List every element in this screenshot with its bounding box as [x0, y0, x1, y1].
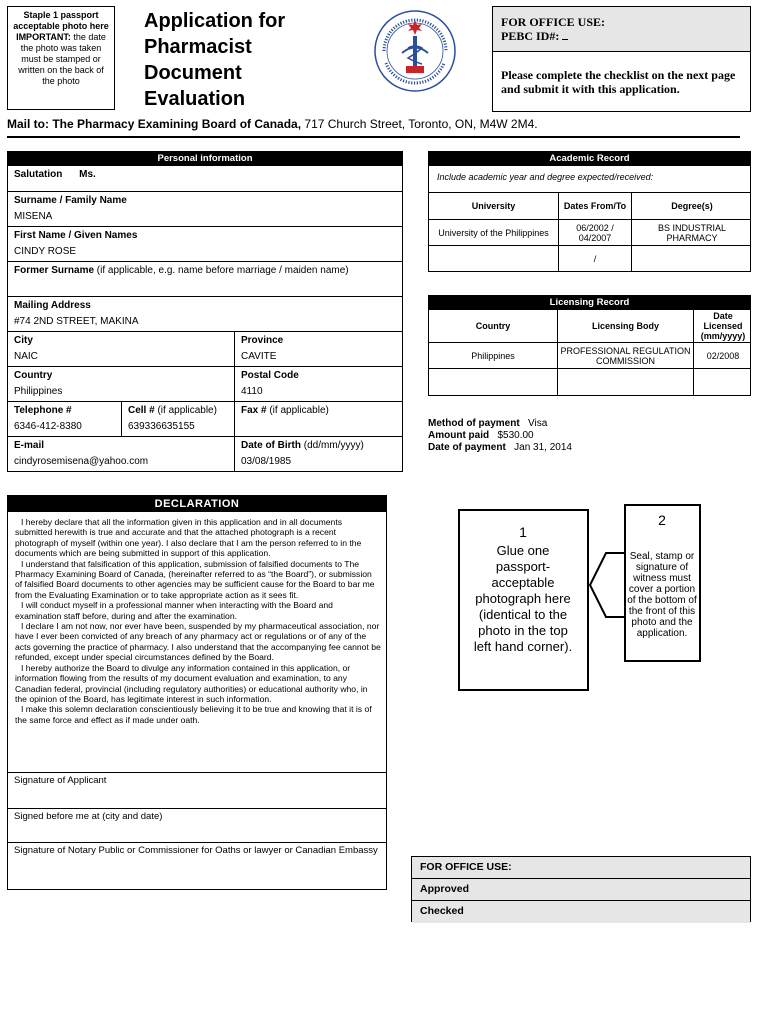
salutation-field[interactable]	[8, 166, 402, 191]
photo-note-rest: the date the photo was taken must be stamped or written on the back of the photo	[18, 32, 106, 86]
diagram-text1-line: acceptable	[491, 575, 555, 590]
payment-amount-label: Amount paid	[428, 430, 490, 441]
academic-note: Include academic year and degree expected/received:	[429, 166, 750, 193]
province-field[interactable]	[234, 332, 404, 366]
declaration-paragraph: I understand that falsification of this application, submission of falsified documents to The Pharmacy Examining Board of Canada, (hereinafter referred to as “the Board”), or submission of falsified Board documents to other agencies may be sufficient cause for the Board to bar me from the Evaluating Examination or to take appropriate action as it sees fit.	[15, 558, 375, 600]
diagram-number-2: 2	[658, 512, 666, 528]
given-names-field[interactable]	[8, 227, 402, 261]
title-line1: Application for	[144, 10, 286, 32]
licensing-body-1[interactable]: PROFESSIONAL REGULATION COMMISSION	[557, 343, 693, 368]
mailing-address-field[interactable]	[8, 297, 402, 331]
pebc-id-field[interactable]	[501, 29, 742, 43]
postal-code-label: Postal Code	[241, 370, 299, 381]
postal-code-value: 4110	[241, 386, 263, 397]
signed-before-label: Signed before me at (city and date)	[14, 811, 163, 822]
office-use-box-bottom	[411, 856, 751, 922]
diagram-text1-line: photograph here	[475, 591, 571, 606]
diagram-text1-line: passport-	[495, 559, 551, 574]
table-row	[429, 369, 750, 395]
email-label: E-mail	[14, 440, 45, 451]
surname-value: MISENA	[14, 211, 53, 222]
pebc-id-label: PEBC ID#:	[501, 29, 560, 43]
mailing-address-label: Mailing Address	[14, 300, 91, 311]
academic-degree-2[interactable]	[631, 246, 752, 271]
surname-row	[8, 192, 402, 227]
fax-label: Fax #	[241, 405, 267, 416]
academic-col-degree: Degree(s)	[631, 193, 752, 219]
title-line3: Document	[144, 62, 242, 84]
diagram-text2-line: cover a portion	[628, 584, 696, 595]
table-row	[429, 246, 750, 271]
diagram-text2-line: photo and the	[631, 617, 693, 628]
title-line2: Pharmacist	[144, 36, 252, 58]
cell-value: 639336635155	[128, 421, 195, 432]
diagram-text2-line: application.	[636, 628, 688, 639]
academic-degree-1[interactable]: BS INDUSTRIAL PHARMACY	[631, 220, 752, 245]
diagram-text2-line: witness must	[633, 573, 691, 584]
cell-hint: (if applicable)	[154, 405, 217, 416]
checklist-instruction: Please complete the checklist on the next page and submit it with this application.	[501, 68, 736, 96]
mail-to-line	[7, 117, 747, 131]
fax-hint: (if applicable)	[266, 405, 329, 416]
diagram-text2-line: of the bottom of	[627, 595, 697, 606]
former-surname-row	[8, 262, 402, 297]
declaration-paragraph: I hereby authorize the Board to divulge any information contained in this application, or information flowing from the results of my document evaluation and examination, to any Canadian federal, provincial (including regulatory authorities) or educational authority who, in the opinion of the Board, has legitimate interest in such information.	[15, 662, 368, 704]
former-surname-label: Former Surname	[14, 265, 95, 276]
licensing-country-2[interactable]	[429, 369, 557, 395]
declaration-paragraph: I declare I am not now, nor ever have been, suspended by my pharmaceutical association, nor have I ever been convicted of any breach of any pharmacy act or regulations or of any of the acts governing the practice of pharmacy. I also understand that the accompanying fee cannot be refunded, except under special circumstances defined by the Board.	[15, 621, 381, 663]
surname-field[interactable]	[8, 192, 402, 226]
payment-date-line	[428, 442, 748, 454]
city-label: City	[14, 335, 33, 346]
dob-field[interactable]	[234, 437, 404, 472]
cell-field[interactable]	[121, 402, 234, 436]
academic-university-2[interactable]	[429, 246, 558, 271]
telephone-field[interactable]	[8, 402, 121, 436]
approved-checkbox-row[interactable]: Approved	[412, 879, 750, 901]
city-value: NAIC	[14, 351, 38, 362]
photo-instruction-diagram	[456, 503, 732, 696]
email-value: cindyrosemisena@yahoo.com	[14, 456, 149, 467]
country-value: Philippines	[14, 386, 63, 397]
salutation-value: Ms.	[79, 169, 96, 180]
office-use-box-top	[492, 6, 751, 112]
salutation-label: Salutation	[14, 169, 63, 180]
personal-information-section	[7, 151, 403, 472]
declaration-text	[15, 517, 381, 725]
declaration-section	[7, 495, 387, 890]
academic-dates-2[interactable]: /	[558, 246, 631, 271]
licensing-col-date: Date Licensed (mm/yyyy)	[693, 310, 752, 342]
diagram-text2-line: signature of	[635, 562, 689, 573]
email-dob-row	[8, 437, 402, 472]
city-province-row	[8, 332, 402, 367]
pebc-seal-logo	[372, 8, 458, 94]
email-field[interactable]	[8, 437, 234, 472]
former-surname-hint: (if applicable, e.g. name before marriage / maiden name)	[94, 265, 349, 276]
surname-label: Surname / Family Name	[14, 195, 127, 206]
photo-note-line1: Staple 1 passport acceptable photo here	[13, 10, 109, 31]
academic-university-1[interactable]: University of the Philippines	[438, 227, 549, 238]
country-label: Country	[14, 370, 53, 381]
office-use-bottom-label: FOR OFFICE USE:	[412, 857, 750, 879]
mailing-address-row	[8, 297, 402, 332]
telephone-value: 6346-412-8380	[14, 421, 82, 432]
table-row	[429, 220, 750, 246]
signature-applicant-label: Signature of Applicant	[14, 775, 107, 786]
payment-date-label: Date of payment	[428, 442, 506, 453]
given-names-label: First Name / Given Names	[14, 230, 138, 241]
signature-applicant-field[interactable]	[8, 772, 386, 808]
photo-placeholder	[7, 6, 115, 110]
given-names-row	[8, 227, 402, 262]
payment-amount-value[interactable]: $530.00	[497, 430, 534, 441]
licensing-record-section	[428, 295, 751, 396]
checked-checkbox-row[interactable]: Checked	[412, 901, 750, 923]
city-field[interactable]	[8, 332, 234, 366]
academic-dates-1[interactable]: 06/2002 / 04/2007	[558, 220, 631, 245]
personal-info-header: Personal information	[8, 152, 402, 166]
diagram-number-1: 1	[519, 524, 527, 540]
office-use-label: FOR OFFICE USE:	[501, 15, 606, 29]
licensing-country-1[interactable]: Philippines	[471, 350, 515, 361]
province-label: Province	[241, 335, 284, 346]
licensing-col-body: Licensing Body	[557, 310, 693, 342]
page-title	[144, 8, 364, 112]
province-value: CAVITE	[241, 351, 277, 362]
header-divider	[7, 136, 740, 138]
licensing-date-1[interactable]: 02/2008	[693, 343, 752, 368]
diagram-arrow	[590, 553, 625, 617]
phone-row	[8, 402, 402, 437]
dob-label: Date of Birth	[241, 440, 301, 451]
dob-value: 03/08/1985	[241, 456, 292, 467]
diagram-text1-line: left hand corner).	[473, 639, 573, 654]
telephone-label: Telephone #	[14, 405, 72, 416]
declaration-header: DECLARATION	[8, 496, 386, 512]
fax-field[interactable]	[234, 402, 404, 436]
academic-record-section	[428, 151, 751, 272]
payment-info	[428, 418, 748, 454]
table-row	[429, 343, 750, 369]
declaration-paragraph: I will conduct myself in a professional manner when interacting with the Board and examination staff before, during and after the examination.	[15, 600, 333, 621]
country-field[interactable]	[8, 367, 234, 401]
mailing-address-value: #74 2ND STREET, MAKINA	[14, 316, 139, 327]
mail-to-lead: Mail to: The Pharmacy Examining Board of Canada,	[7, 117, 302, 131]
licensing-body-2[interactable]	[557, 369, 693, 395]
academic-col-university: University	[471, 201, 516, 211]
dob-hint: (dd/mm/yyyy)	[301, 440, 364, 451]
given-names-value: CINDY ROSE	[14, 246, 77, 257]
payment-method-label: Method of payment	[428, 418, 520, 429]
diagram-text1-line: (identical to the	[478, 607, 568, 622]
photo-note-important: IMPORTANT:	[16, 32, 71, 42]
salutation-row	[8, 166, 402, 192]
payment-method-line	[428, 418, 748, 430]
title-line4: Evaluation	[144, 88, 246, 110]
declaration-paragraph: I hereby declare that all the information given in this application and in all documents submitted herewith is true and accurate and that the attached photograph is a recent photograph of myself (within one year). I also declare that I am the person referred to in the documents which are being submitted in support of this application.	[15, 517, 362, 559]
signed-before-field[interactable]	[8, 808, 386, 842]
academic-header-row	[429, 193, 750, 220]
former-surname-field[interactable]	[8, 262, 402, 296]
academic-record-header: Academic Record	[429, 152, 750, 166]
payment-amount-line	[428, 430, 748, 442]
diagram-text1-line: Glue one	[496, 543, 550, 558]
postal-code-field[interactable]	[234, 367, 404, 401]
signature-notary-label: Signature of Notary Public or Commissioner for Oaths or lawyer or Canadian Embassy	[14, 845, 378, 856]
payment-method-value[interactable]: Visa	[528, 418, 548, 429]
diagram-text2-line: the front of this	[628, 606, 696, 617]
signature-notary-field[interactable]	[8, 842, 386, 890]
photo-note-body	[12, 32, 110, 87]
diagram-text2-line: Seal, stamp or	[629, 551, 695, 562]
office-use-header	[493, 7, 750, 52]
cell-label: Cell #	[128, 405, 155, 416]
country-postal-row	[8, 367, 402, 402]
mail-to-address: 717 Church Street, Toronto, ON, M4W 2M4.	[301, 117, 538, 131]
payment-date-value[interactable]: Jan 31, 2014	[514, 442, 572, 453]
licensing-date-2[interactable]	[693, 369, 752, 395]
declaration-paragraph: I make this solemn declaration conscientiously believing it to be true and knowing that it is of the same force and effect as if made under oath.	[15, 704, 372, 725]
academic-col-dates: Dates From/To	[558, 193, 631, 219]
licensing-col-country: Country	[475, 321, 511, 331]
licensing-record-header: Licensing Record	[429, 296, 750, 310]
diagram-text1-line: photo in the top	[478, 623, 568, 638]
licensing-header-row	[429, 310, 750, 343]
